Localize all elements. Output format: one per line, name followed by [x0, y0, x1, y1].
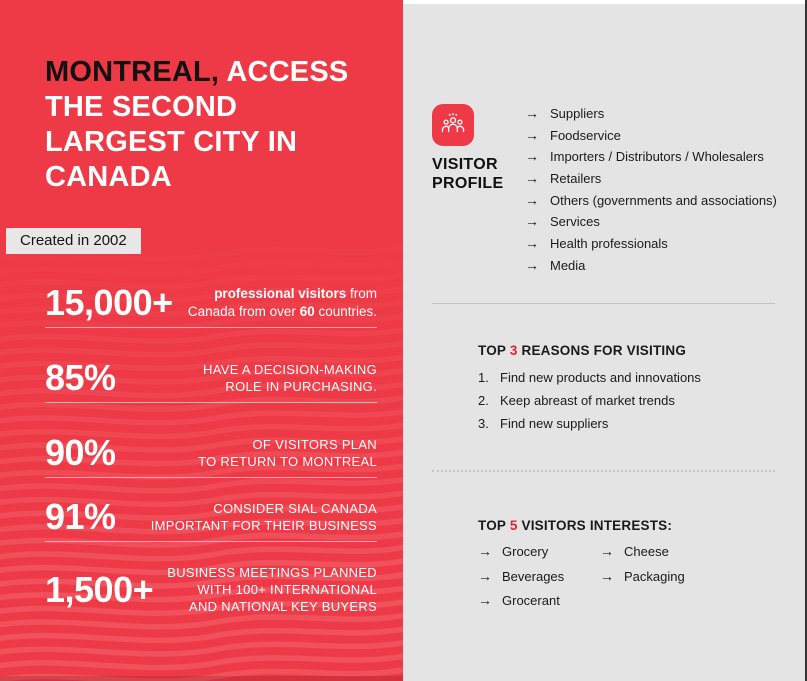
stat-row-decision-making	[45, 357, 377, 403]
stat-desc-line: IMPORTANT FOR THEIR BUSINESS	[150, 518, 377, 533]
arrow-icon: →	[525, 191, 539, 208]
list-item-label: Others (governments and associations)	[550, 192, 777, 208]
list-item-label: Media	[550, 257, 586, 273]
list-item	[525, 191, 777, 208]
list-item-label: Suppliers	[550, 106, 605, 121]
people-group-icon	[432, 104, 474, 146]
list-item	[525, 237, 777, 250]
stat-desc-text: from	[346, 286, 377, 301]
list-item	[478, 545, 600, 558]
section-divider	[432, 303, 775, 304]
arrow-icon: →	[525, 256, 539, 273]
visitor-profile-list	[525, 107, 777, 281]
visitor-profile-label-line: PROFILE	[432, 175, 504, 192]
title-line-4: CANADA	[45, 161, 172, 193]
stat-row-meetings	[45, 564, 377, 618]
arrow-icon: →	[525, 105, 539, 121]
list-item	[600, 567, 722, 584]
interests-column-2	[600, 545, 722, 619]
stat-description	[188, 285, 377, 321]
visitor-profile-block	[432, 104, 522, 193]
top-interests-heading	[478, 518, 722, 533]
list-item-label: Retailers	[550, 171, 602, 187]
arrow-icon: →	[478, 567, 492, 584]
dotted-divider	[432, 470, 775, 472]
stat-desc-bold: 60	[299, 304, 315, 319]
stat-desc-line: OF VISITORS PLAN	[252, 437, 377, 452]
stat-desc-text: countries.	[314, 304, 377, 319]
heading-accent-number: 3	[509, 343, 518, 358]
arrow-icon: →	[525, 213, 539, 230]
top-reasons-section	[478, 343, 701, 440]
heading-text: VISITORS INTERESTS:	[517, 518, 673, 533]
list-item-label: Foodservice	[550, 127, 621, 143]
page-title	[45, 55, 385, 195]
title-light-part-1: ACCESS	[219, 56, 349, 88]
list-item-label: Packaging	[624, 568, 685, 584]
stat-desc-text: Canada from over	[187, 304, 300, 319]
stat-desc-line: BUSINESS MEETINGS PLANNED	[167, 565, 377, 580]
list-item-label: Importers / Distributors / Wholesalers	[550, 149, 764, 165]
stat-row-important	[45, 496, 377, 542]
heading-text: TOP	[478, 343, 510, 358]
arrow-icon: →	[525, 170, 539, 187]
top-interests-section	[478, 518, 722, 619]
arrow-icon: →	[478, 592, 492, 608]
interests-column-1	[478, 545, 600, 619]
stat-description	[203, 361, 377, 395]
arrow-icon: →	[525, 126, 539, 143]
title-line-2: THE SECOND	[45, 91, 238, 123]
list-item-label: Cheese	[624, 544, 669, 559]
list-item	[478, 371, 701, 384]
stat-desc-line: HAVE A DECISION-MAKING	[203, 362, 377, 377]
arrow-icon: →	[525, 148, 539, 165]
list-item-number: 2.	[478, 393, 489, 408]
list-item-label: Services	[550, 214, 600, 230]
stat-desc-line: CONSIDER SIAL CANADA	[213, 501, 377, 516]
stat-value: 85%	[45, 357, 116, 398]
top-reasons-heading	[478, 343, 701, 358]
list-item	[478, 417, 701, 430]
stat-description	[198, 436, 377, 470]
arrow-icon: →	[600, 543, 614, 559]
stat-row-return	[45, 432, 377, 478]
stat-desc-line: WITH 100+ INTERNATIONAL	[197, 582, 377, 597]
list-item	[478, 394, 701, 407]
gray-panel	[403, 0, 807, 681]
stats-list	[45, 282, 377, 618]
stat-value: 15,000+	[45, 282, 173, 323]
stat-desc-bold: professional visitors	[214, 286, 347, 301]
stat-desc-line: ROLE IN PURCHASING.	[225, 379, 377, 394]
arrow-icon: →	[478, 543, 492, 559]
stat-description	[167, 564, 377, 615]
title-line-3: LARGEST CITY IN	[45, 126, 298, 158]
stat-value: 1,500+	[45, 568, 154, 610]
list-item	[525, 256, 777, 273]
list-item	[600, 545, 722, 558]
list-item-label: Health professionals	[550, 236, 668, 252]
list-item-label: Grocerant	[502, 593, 560, 608]
list-item-number: 1.	[478, 370, 489, 385]
heading-text: REASONS FOR VISITING	[517, 343, 687, 358]
list-item	[525, 150, 777, 163]
arrow-icon: →	[600, 567, 614, 584]
list-item	[478, 594, 600, 607]
list-item-label: Grocery	[502, 544, 549, 559]
stat-value: 91%	[45, 496, 116, 537]
visitor-profile-label	[432, 155, 522, 193]
list-item-number: 3.	[478, 416, 489, 431]
list-item-label: Find new suppliers	[500, 416, 609, 431]
stat-row-visitors	[45, 282, 377, 328]
heading-accent-number: 5	[509, 518, 518, 533]
stat-value: 90%	[45, 432, 116, 473]
arrow-icon: →	[525, 235, 539, 252]
heading-text: TOP	[478, 518, 510, 533]
red-panel	[0, 0, 403, 681]
interests-columns	[478, 545, 722, 619]
list-item-label: Beverages	[502, 568, 565, 584]
stat-desc-line: AND NATIONAL KEY BUYERS	[189, 599, 377, 614]
stat-desc-line: TO RETURN TO MONTREAL	[198, 454, 377, 469]
list-item	[525, 126, 777, 143]
list-item-label: Keep abreast of market trends	[500, 393, 675, 408]
created-badge: Created in 2002	[6, 228, 141, 254]
list-item	[478, 567, 600, 584]
list-item	[525, 172, 777, 185]
visitor-profile-label-line: VISITOR	[432, 156, 498, 173]
list-item	[525, 215, 777, 228]
title-dark-part: MONTREAL,	[45, 56, 220, 88]
stat-description	[151, 500, 377, 534]
list-item-label: Find new products and innovations	[500, 370, 701, 385]
list-item	[525, 107, 777, 120]
